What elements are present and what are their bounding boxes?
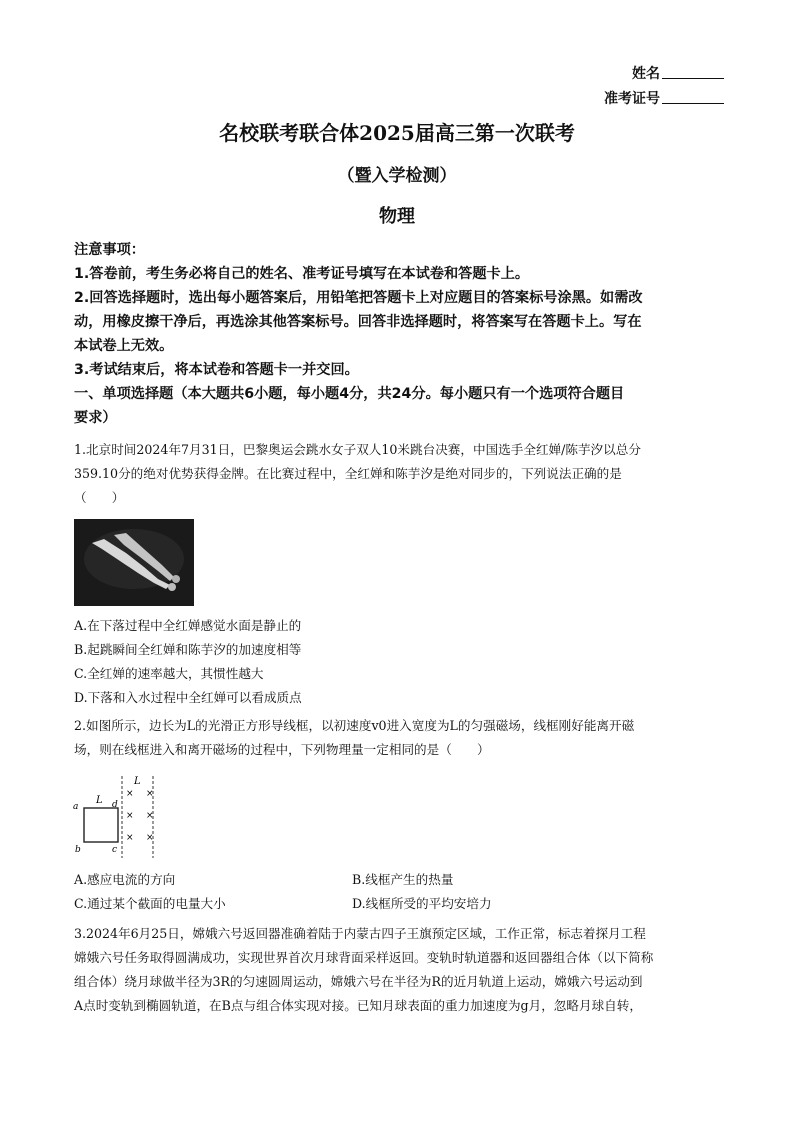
question-line: 3.2024年6月25日，嫦娥六号返回器准确着陆于内蒙古四子王旗预定区域，工作正常，标志着探月工程 [74,926,646,941]
option-d[interactable]: D.线框所受的平均安培力 [352,896,492,911]
name-blank [662,62,724,79]
note-line: 动，用橡皮擦干净后，再选涂其他答案标号。回答非选择题时，将答案写在答题卡上。写在 [74,314,642,330]
corner-c: c [112,845,118,855]
magnetic-field-diagram [70,770,165,860]
loop-side-label: L [96,795,103,806]
divers-image [74,519,194,606]
exam-subject: 物理 [379,206,415,227]
id-blank [662,87,724,104]
corner-b: b [75,845,81,855]
diving-photo [74,519,194,606]
corner-a: a [73,802,79,812]
section-heading-cont: 要求） [74,410,117,426]
exam-title: 名校联考联合体2025届高三第一次联考 [219,121,575,145]
note-line: 3.考试结束后，将本试卷和答题卡一并交回。 [74,362,359,378]
option-a[interactable]: A.感应电流的方向 [74,872,176,887]
option-c[interactable]: C.全红婵的速率越大，其惯性越大 [74,666,264,681]
field-mark: × [146,789,154,799]
question-1-options [74,614,724,710]
name-label: 姓名 [632,66,660,82]
note-line: 2.回答选择题时，选出每小题答案后，用铅笔把答题卡上对应题目的答案标号涂黑。如需改 [74,290,643,306]
question-line: 组合体）绕月球做半径为3R的匀速圆周运动，嫦娥六号在半径为R的近月轨道上运动，嫦娥六号运动到 [74,974,643,989]
option-a[interactable]: A.在下落过程中全红婵感觉水面是静止的 [74,618,302,633]
question-2 [74,714,724,762]
question-3 [74,922,724,1018]
square-loop [84,808,118,842]
option-b[interactable]: B.起跳瞬间全红婵和陈芋汐的加速度相等 [74,642,302,657]
option-c[interactable]: C.通过某个截面的电量大小 [74,896,226,911]
corner-d: d [112,800,118,810]
field-mark: × [126,833,134,843]
question-line: （ ） [74,490,125,505]
note-line: 1.答卷前，考生务必将自己的姓名、准考证号填写在本试卷和答题卡上。 [74,266,530,282]
field-mark: × [126,789,134,799]
field-width-label: L [134,776,141,787]
note-line: 本试卷上无效。 [74,338,174,354]
section-heading: 一、单项选择题（本大题共6小题，每小题4分，共24分。每小题只有一个选项符合题目 [74,386,625,402]
id-label: 准考证号 [604,91,660,107]
exam-notes [74,238,724,430]
candidate-info [604,62,724,112]
exam-subtitle: （暨入学检测） [337,166,457,186]
question-2-options [74,868,724,916]
field-svg [70,770,165,860]
question-line: 场，则在线框进入和离开磁场的过程中，下列物理量一定相同的是（ ） [74,742,490,757]
question-line: 嫦娥六号任务取得圆满成功，实现世界首次月球背面采样返回。变轨时轨道器和返回器组合体（以下简称 [74,950,654,965]
question-1 [74,438,724,510]
question-line: 359.10分的绝对优势获得金牌。在比赛过程中，全红婵和陈芋汐是绝对同步的，下列说法正确的是 [74,466,622,481]
field-mark: × [126,811,134,821]
option-b[interactable]: B.线框产生的热量 [352,872,454,887]
question-line: 1.北京时间2024年7月31日，巴黎奥运会跳水女子双人10米跳台决赛，中国选手全红婵/陈芋汐以总分 [74,442,641,457]
question-line: A点时变轨到椭圆轨道，在B点与组合体实现对接。已知月球表面的重力加速度为g月，忽略月球自转， [74,998,642,1013]
question-line: 2.如图所示，边长为L的光滑正方形导线框，以初速度v0进入宽度为L的匀强磁场，线框刚好能离开磁 [74,718,635,733]
notes-heading: 注意事项： [74,242,145,258]
field-mark: × [146,833,154,843]
field-mark: × [146,811,154,821]
option-d[interactable]: D.下落和入水过程中全红婵可以看成质点 [74,690,302,705]
